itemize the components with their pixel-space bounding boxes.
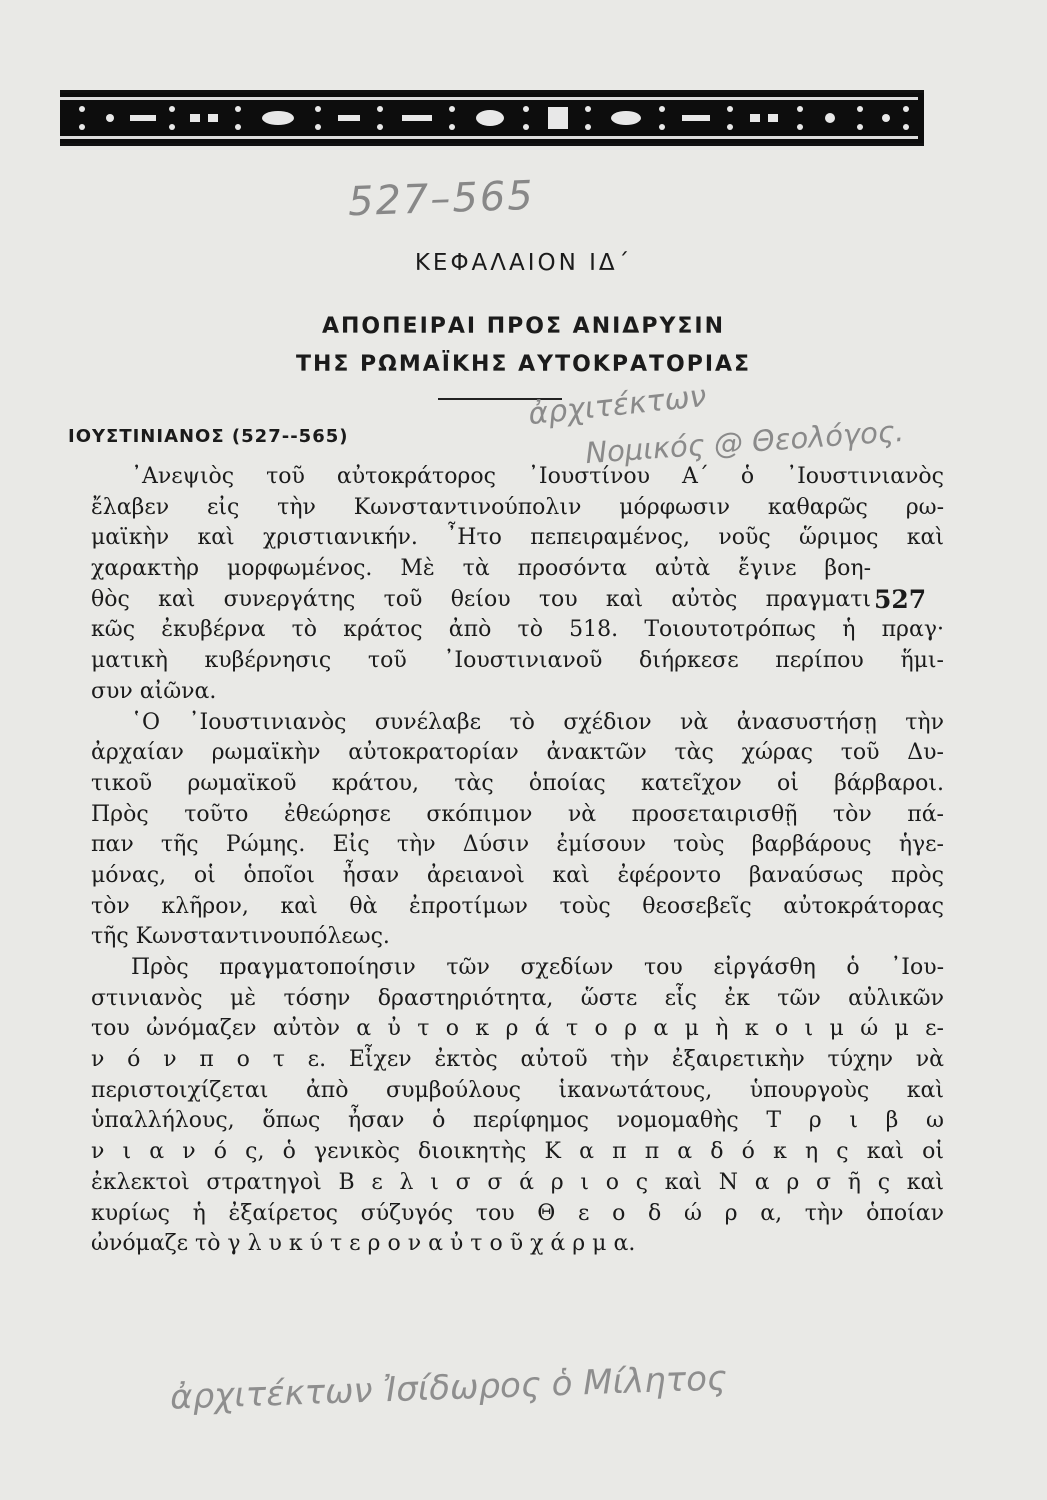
text-line: μόνας, οἱ ὁποῖοι ἦσαν ἀρειανοὶ καὶ ἐφέροντο βαναύσως πρὸς [91, 862, 944, 888]
handwritten-note-line-1: ἀρχιτέκτων [526, 378, 708, 433]
text-line: ματικὴ κυβέρνησις τοῦ ᾿Ιουστινιανοῦ διήρκεσε περίπου ἥμι- [91, 648, 944, 674]
text-line: ἀρχαίαν ρωμαϊκὴν αὐτοκρατορίαν ἀνακτῶν τὰς χώρας τοῦ Δυ- [91, 740, 944, 766]
text-line: τὸν κλῆρον, καὶ θὰ ἐπροτίμων τοὺς θεοσεβεῖς αὐτοκράτορας [91, 893, 944, 919]
handwritten-note-line-2: Νομικός @ Θεολόγος. [584, 413, 906, 471]
section-heading: ΙΟΥΣΤΙΝΙΑΝΟΣ (527--565) [68, 426, 349, 447]
text-line: κυρίως ἡ ἐξαίρετος σύζυγός του Θ ε ο δ ώ ρ α, τὴν ὁποίαν [91, 1200, 944, 1226]
chapter-title-line-1: ΑΠΟΠΕΙΡΑΙ ΠΡΟΣ ΑΝΙΔΡΥΣΙΝ [321, 314, 726, 339]
handwritten-date-range: 527–565 [347, 172, 536, 226]
text-line: ἐκλεκτοὶ στρατηγοὶ Β ε λ ι σ σ ά ρ ι ο ς καὶ Ν α ρ σ ῆ ς καὶ [91, 1169, 944, 1195]
text-line: χαρακτὴρ μορφωμένος. Μὲ τὰ προσόντα αὐτὰ ἔγινε βοη- [91, 556, 871, 582]
text-line: συν αἰῶνα. [91, 678, 217, 704]
text-line: ᾿Ανεψιὸς τοῦ αὐτοκράτορος ᾿Ιουστίνου Α΄ ὁ ᾿Ιουστινιανὸς [131, 464, 944, 489]
text-line: ν ι α ν ό ς, ὁ γενικὸς διοικητὴς Κ α π π α δ ό κ η ς καὶ οἱ [91, 1139, 944, 1165]
text-line: τῆς Κωνσταντινουπόλεως. [91, 924, 390, 950]
text-line: ῾Ο ᾿Ιουστινιανὸς συνέλαβε τὸ σχέδιον νὰ ἀνασυστήσῃ τὴν [131, 709, 944, 735]
ornament-pattern-icon [60, 93, 918, 143]
text-line: Πρὸς τοῦτο ἐθεώρησε σκόπιμον νὰ προσεταιρισθῇ τὸν πά- [91, 801, 944, 827]
text-line: ν ό ν π ο τ ε. Εἶχεν ἐκτὸς αὐτοῦ τὴν ἐξαιρετικὴν τύχην νὰ [91, 1047, 944, 1073]
text-line: Πρὸς πραγματοποίησιν τῶν σχεδίων του εἰργάσθη ὁ ᾿Ιου- [131, 955, 944, 980]
text-line: ὑπαλλήλους, ὅπως ἦσαν ὁ περίφημος νομομαθὴς Τ ρ ι β ω [91, 1108, 944, 1134]
text-line: στινιανὸς μὲ τόσην δραστηριότητα, ὥστε εἷς ἐκ τῶν αὐλικῶν [91, 985, 944, 1011]
chapter-title-line-2: ΤΗΣ ΡΩΜΑΪΚΗΣ ΑΥΤΟΚΡΑΤΟΡΙΑΣ [295, 352, 752, 377]
body-text [91, 462, 944, 1260]
text-line: τικοῦ ρωμαϊκοῦ κράτου, τὰς ὁποίας κατεῖχον οἱ βάρβαροι. [91, 770, 944, 796]
handwritten-bottom-note: ἀρχιτέκτων Ἰσίδωρος ὁ Μίλητος [169, 1358, 728, 1418]
text-line: θὸς καὶ συνεργάτης τοῦ θείου του καὶ αὐτὸς πραγματι [91, 586, 871, 612]
text-line: παν τῆς Ρώμης. Εἰς τὴν Δύσιν ἐμίσουν τοὺς βαρβάρους ἡγε- [91, 832, 944, 858]
ornamental-header-band [60, 90, 924, 146]
chapter-heading: ΚΕΦΑΛΑΙΟΝ ΙΔ΄ [414, 250, 633, 276]
margin-year-number: 527 [874, 585, 927, 614]
text-line: ὠνόμαζε τὸ γ λ υ κ ύ τ ε ρ ο ν α ὐ τ ο ῦ χ ά ρ μ α. [91, 1231, 636, 1257]
text-line: ἔλαβεν εἰς τὴν Κωνσταντινούπολιν μόρφωσιν καθαρῶς ρω- [91, 494, 944, 520]
text-line: κῶς ἐκυβέρνα τὸ κράτος ἀπὸ τὸ 518. Τοιουτοτρόπως ἡ πραγ· [91, 617, 944, 643]
text-line: μαϊκὴν καὶ χριστιανικήν. ῏Ητο πεπειραμένος, νοῦς ὥριμος καὶ [91, 525, 944, 551]
text-line: περιστοιχίζεται ἀπὸ συμβούλους ἱκανωτάτους, ὑπουργοὺς καὶ [91, 1077, 944, 1103]
text-line: του ὠνόμαζεν αὐτὸν α ὐ τ ο κ ρ ά τ ο ρ α μ ὴ κ ο ι μ ώ μ ε- [91, 1016, 944, 1042]
